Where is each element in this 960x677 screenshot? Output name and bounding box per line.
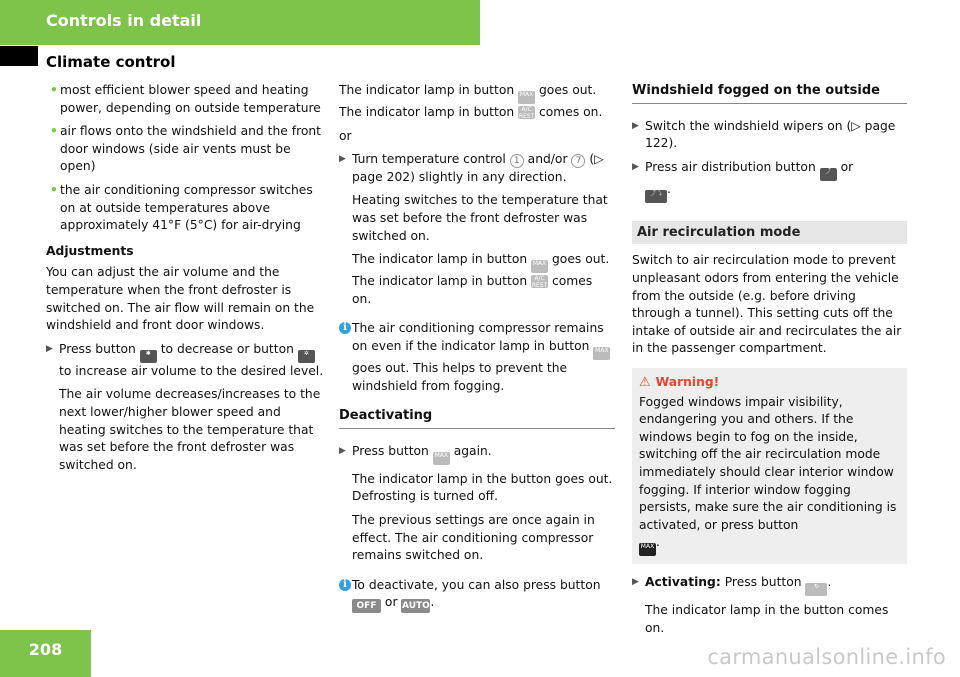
bullet-icon: • — [50, 124, 58, 139]
step-detail: The air volume decreases/increases to the next lower/higher blower speed and heating switches to the temperature that was set before the front defroster was switched on. — [59, 387, 321, 472]
recirculation-button-icon: ↻ — [805, 583, 827, 596]
auto-button-icon: AUTO — [402, 601, 430, 612]
header-tab — [0, 0, 480, 45]
warning-text: Fogged windows impair visibility, endangering you and others. If the windows begin to fog on the inside, switching off the air recirculation mode immediately should clear interior window fogging. If interior window fogging persists, make sure the air conditioning is activated, or press button — [639, 394, 897, 532]
step-wipers: ▶ Switch the windshield wipers on (▷ page 122). — [632, 118, 896, 151]
defrost-max-button-icon: MAX — [593, 347, 610, 360]
defrost-max-button-icon: MAX — [433, 452, 450, 465]
adjustments-heading: Adjustments — [46, 243, 134, 258]
step-arrow-icon: ▶ — [339, 154, 346, 165]
fan-up-button-icon: ✲ — [298, 350, 315, 363]
fan-down-button-icon: ✱ — [140, 350, 157, 363]
control-7-icon: 7 — [571, 154, 585, 168]
heating-text: Heating switches to the temperature that was set before the front defroster was switched on. — [352, 193, 608, 243]
watermark: carmanualsonline.info — [707, 645, 946, 669]
off-button-icon: OFF — [352, 599, 381, 613]
air-distribution-windshield-footwell-icon: ⤴⤵ — [645, 190, 667, 203]
step-arrow-icon: ▶ — [632, 161, 639, 172]
section-title: Climate control — [46, 53, 176, 71]
step-air-distribution: ▶ Press air distribution button ⤴ or ⤴⤵ . — [632, 159, 907, 203]
step-press-again: ▶ Press button MAX again. — [339, 443, 615, 465]
defrost-max-button-icon: MAX — [639, 543, 656, 556]
recirculation-heading: Air recirculation mode — [632, 221, 907, 245]
column-2 — [339, 82, 615, 625]
section-marker — [0, 46, 38, 66]
warning-box: ⚠ Warning! Fogged windows impair visibility, endangering you and others. If the windows begin to fog on the inside, switching off the air recirculation mode immediately should clear interior window fogging. If interior window fogging persists, make sure the air conditioning is activated, or press button MAX . — [632, 368, 907, 564]
step-arrow-icon: ▶ — [632, 577, 639, 588]
step-arrow-icon: ▶ — [46, 343, 53, 354]
info-note-1: i The air conditioning compressor remains on even if the indicator lamp in button MAX goes out. This helps to prevent the windshield from fogging. — [339, 320, 615, 395]
defrost-max-button-icon: MAX — [518, 91, 535, 104]
or-text: or — [339, 128, 352, 143]
step-turn-control: ▶ Turn temperature control 1 and/or 7 (▷ page 202) slightly in any direction. — [339, 152, 604, 184]
recirculation-text: Switch to air recirculation mode to prevent unpleasant odors from entering the vehicle from the outside (e.g. before driving through a tunnel). This setting cuts off the intake of outside air and recirculates the air in the passenger compartment. — [632, 253, 902, 356]
step-arrow-icon: ▶ — [339, 445, 346, 456]
activating-text: The indicator lamp in the button comes on. — [645, 603, 889, 635]
bullet-icon: • — [50, 83, 58, 97]
step-arrow-icon: ▶ — [632, 120, 639, 131]
windshield-heading: Windshield fogged on the outside — [632, 82, 907, 104]
deactivate-text-2: The previous settings are once again in effect. The air conditioning compressor remains switched on. — [352, 512, 595, 563]
column-1 — [46, 82, 324, 480]
list-item: • the air conditioning compressor switches on at outside temperatures above approximately 41°F (5°C) for air-drying — [50, 182, 313, 233]
list-item: • air flows onto the windshield and the front door windows (side air vents must be open) — [50, 124, 321, 174]
warning-triangle-icon: ⚠ — [639, 374, 651, 390]
info-icon: i — [339, 322, 351, 334]
control-1-icon: 1 — [510, 154, 524, 168]
info-icon: i — [339, 579, 351, 591]
adjustments-text: You can adjust the air volume and the temperature when the front defroster is switched on. The air flow will remain on the windshield and front door windows. — [46, 265, 315, 333]
chapter-title: Controls in detail — [46, 11, 202, 30]
ac-button-icon: A/C REST — [518, 106, 535, 120]
list-item: • most efficient blower speed and heating power, depending on outside temperature — [50, 83, 321, 115]
defrost-max-button-icon: MAX — [531, 260, 548, 273]
lamp-text-1: The indicator lamp in button MAX goes out. The indicator lamp in button A/C REST comes on. — [339, 83, 603, 120]
ac-button-icon: A/C REST — [531, 275, 548, 290]
info-note-2: i To deactivate, you can also press button OFF or AUTO. — [339, 577, 615, 614]
page-number-box — [0, 630, 91, 677]
warning-title: ⚠ Warning! — [639, 374, 720, 390]
deactivate-text-1: The indicator lamp in the button goes out. Defrosting is turned off. — [352, 471, 613, 504]
page-number: 208 — [28, 640, 63, 659]
bullet-icon: • — [50, 182, 58, 197]
step-press-button: ▶ Press button ✱ to decrease or button ✲ to increase air volume to the desired level. — [46, 341, 324, 378]
step-activating: ▶ Activating: Press button ↻ . — [632, 574, 907, 596]
lamp-text-2: The indicator lamp in button MAX goes out. The indicator lamp in button A/C REST comes on. — [352, 252, 610, 306]
air-distribution-windshield-icon: ⤴ — [820, 168, 837, 181]
column-3 — [632, 82, 907, 643]
deactivating-heading: Deactivating — [339, 407, 615, 429]
